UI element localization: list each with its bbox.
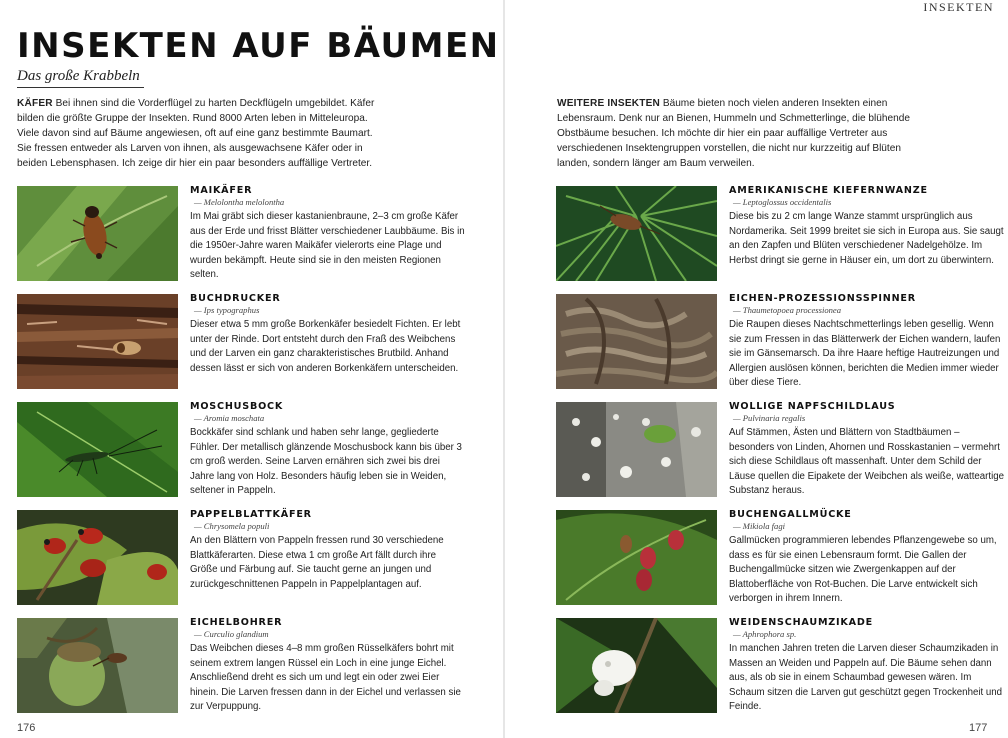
species-description: An den Blättern von Pappeln fressen rund 30 verschiedene Blattkäferarten. Diese etwa 1 cm große Art fällt durch ihre Größe und Färbung auf. Sie taucht gerne an jungen und zurückgeschnittenen Pappeln in Pappelplantagen auf. — [190, 535, 444, 590]
page-subtitle: Das große Krabbeln — [17, 68, 144, 88]
napfschildlaus-photo — [556, 402, 717, 497]
buchengallmuecke-photo — [556, 510, 717, 605]
species-description: Im Mai gräbt sich dieser kastanienbraune, 2–3 cm große Käfer aus der Erde und frisst Blätter verschiedener Laubbäume. Bis in die 1950er-Jahre waren Maikäfer vielerorts eine Plage und wurden bekämpft. Heute sind sie in den meisten Regionen selten. — [190, 211, 465, 281]
species-latin-name: — Ips typographus — [194, 305, 260, 315]
species-name: MOSCHUSBOCK — [190, 401, 284, 412]
page-title: INSEKTEN AUF BÄUMEN — [17, 26, 500, 66]
running-head: INSEKTEN — [923, 0, 994, 14]
intro-kaefer — [17, 96, 389, 171]
weidenschaumzikade-photo — [556, 618, 717, 713]
species-entry-moschusbock — [17, 402, 467, 498]
species-name: PAPPELBLATTKÄFER — [190, 509, 312, 520]
species-description: Bockkäfer sind schlank und haben sehr lange, gegliederte Fühler. Der metallisch glänzende Moschusbock kann bis über 3 cm groß werden. Seine Larven ernähren sich zwei bis drei Jahre lang von Holz. Besonders häufig leben sie in Weiden, seltener in Pappeln. — [190, 427, 462, 497]
intro-lead: KÄFER — [17, 98, 53, 109]
species-name: MAIKÄFER — [190, 185, 253, 196]
pappelblattkaefer-photo — [17, 510, 178, 605]
page-number-right: 177 — [969, 722, 988, 734]
intro-body: Bäume bieten noch vielen anderen Insekten einen Lebensraum. Denk nur an Bienen, Hummeln und Schmetterlinge, die blühende Obstbäume besuchen. Ich möchte dir hier ein paar auffällige Vertreter aus verschiedenen Insektengruppen vorstellen, die nicht nur kurzzeitig auf Blüten landen, sondern länger am Baum verweilen. — [557, 98, 910, 169]
species-latin-name: — Melolontha melolontha — [194, 197, 285, 207]
species-description: Diese bis zu 2 cm lange Wanze stammt ursprünglich aus Nordamerika. Seit 1999 breitet sie sich in Europa aus. Sie saugt an den Zapfen und Blüten verschiedener Nadelgehölze. Im Herbst dringt sie gerne in Häuser ein, um dort zu überwintern. — [729, 211, 1004, 266]
species-name: EICHEN-PROZESSIONSSPINNER — [729, 293, 916, 304]
species-latin-name: — Thaumetopoea processionea — [733, 305, 842, 315]
species-description: Auf Stämmen, Ästen und Blättern von Stadtbäumen – besonders von Linden, Ahornen und Rosskastanien – vermehrt sich diese Schildlaus oft massenhaft. Unter dem Schild der Läuse quellen die Eipakete der Weibchen als weiße, watteartige Substanz heraus. — [729, 427, 1005, 497]
prozessionsspinner-photo — [556, 294, 717, 389]
species-name: AMERIKANISCHE KIEFERNWANZE — [729, 185, 928, 196]
species-description: Gallmücken programmieren lebendes Pflanzengewebe so um, dass es für sie einen Lebensraum formt. Die Gallen der Buchengallmücke sitzen wie Zwergenkappen auf der Blattoberfläche von Rot-Buchen. Die Larve entwickelt sich verborgen in ihrem Innern. — [729, 535, 997, 605]
species-latin-name: — Aphrophora sp. — [733, 629, 797, 639]
species-latin-name: — Pulvinaria regalis — [733, 413, 806, 423]
species-description: Dieser etwa 5 mm große Borkenkäfer besiedelt Fichten. Er lebt unter der Rinde. Dort entsteht durch den Fraß des Weibchens und der Larven ein ganz charakteristisches Brutbild. Anhand dessen lässt er sich von anderen Borkenkäfern unterscheiden. — [190, 319, 461, 374]
intro-body: Bei ihnen sind die Vorderflügel zu harten Deckflügeln umgebildet. Käfer bilden die größte Gruppe der Insekten. Rund 8000 Arten leben in Mitteleuropa. Viele davon sind auf Bäume angewiesen, oft auf eine ganz bestimmte Baumart. Sie fressen entweder als Larven von ihnen, als ausgewachsene Käfer oder in beiden Lebensphasen. Ich zeige dir hier ein paar besonders auffällige Vertreter. — [17, 98, 375, 169]
species-entry-buchengallmuecke — [556, 510, 1006, 606]
species-description: Das Weibchen dieses 4–8 mm großen Rüsselkäfers bohrt mit seinem extrem langen Rüssel ein Loch in eine junge Eichel. Anschließend dreht es sich um und legt ein oder zwei Eier hinein. Die Larven fressen dann in der Eichel und verlassen sie zur Verpuppung. — [190, 643, 461, 713]
kiefernwanze-photo — [556, 186, 717, 281]
buchdrucker-photo — [17, 294, 178, 389]
species-entry-maikaefer — [17, 186, 467, 282]
species-latin-name: — Leptoglossus occidentalis — [733, 197, 832, 207]
species-description: Die Raupen dieses Nachtschmetterlings leben gesellig. Wenn sie zum Fressen in das Blätterwerk der Eichen wandern, laufen sie im Gänsemarsch. Da ihre Haare heftige Hautreizungen und Allergien auslösen können, berichten die Medien immer wieder über diese Tiere. — [729, 319, 1001, 389]
eichelbohrer-photo — [17, 618, 178, 713]
species-entry-weidenschaumzikade — [556, 618, 1006, 714]
species-name: WEIDENSCHAUMZIKADE — [729, 617, 873, 628]
species-latin-name: — Chrysomela populi — [194, 521, 270, 531]
species-latin-name: — Aromia moschata — [194, 413, 265, 423]
species-entry-prozessionsspinner — [556, 294, 1006, 390]
intro-weitere-insekten — [557, 96, 929, 171]
species-entry-eichelbohrer — [17, 618, 467, 714]
species-name: WOLLIGE NAPFSCHILDLAUS — [729, 401, 896, 412]
species-entry-napfschildlaus — [556, 402, 1006, 498]
intro-lead: WEITERE INSEKTEN — [557, 98, 661, 109]
page-number-left: 176 — [17, 722, 36, 734]
species-name: EICHELBOHRER — [190, 617, 283, 628]
species-latin-name: — Curculio glandium — [194, 629, 269, 639]
species-entry-pappelblattkaefer — [17, 510, 467, 606]
page-gutter — [503, 0, 505, 738]
maikaefer-photo — [17, 186, 178, 281]
species-entry-buchdrucker — [17, 294, 467, 390]
species-name: BUCHENGALLMÜCKE — [729, 509, 852, 520]
species-latin-name: — Mikiola fagi — [733, 521, 786, 531]
species-name: BUCHDRUCKER — [190, 293, 281, 304]
moschusbock-photo — [17, 402, 178, 497]
species-description: In manchen Jahren treten die Larven dieser Schaumzikaden in Massen an Weiden und Pappeln auf. Die Bäume sehen dann aus, als ob sie in einem Schaumbad gewesen wären. Im Schaum sitzen die Larven gut geschützt gegen Trockenheit und Feinde. — [729, 643, 1003, 713]
species-entry-kiefernwanze — [556, 186, 1006, 282]
